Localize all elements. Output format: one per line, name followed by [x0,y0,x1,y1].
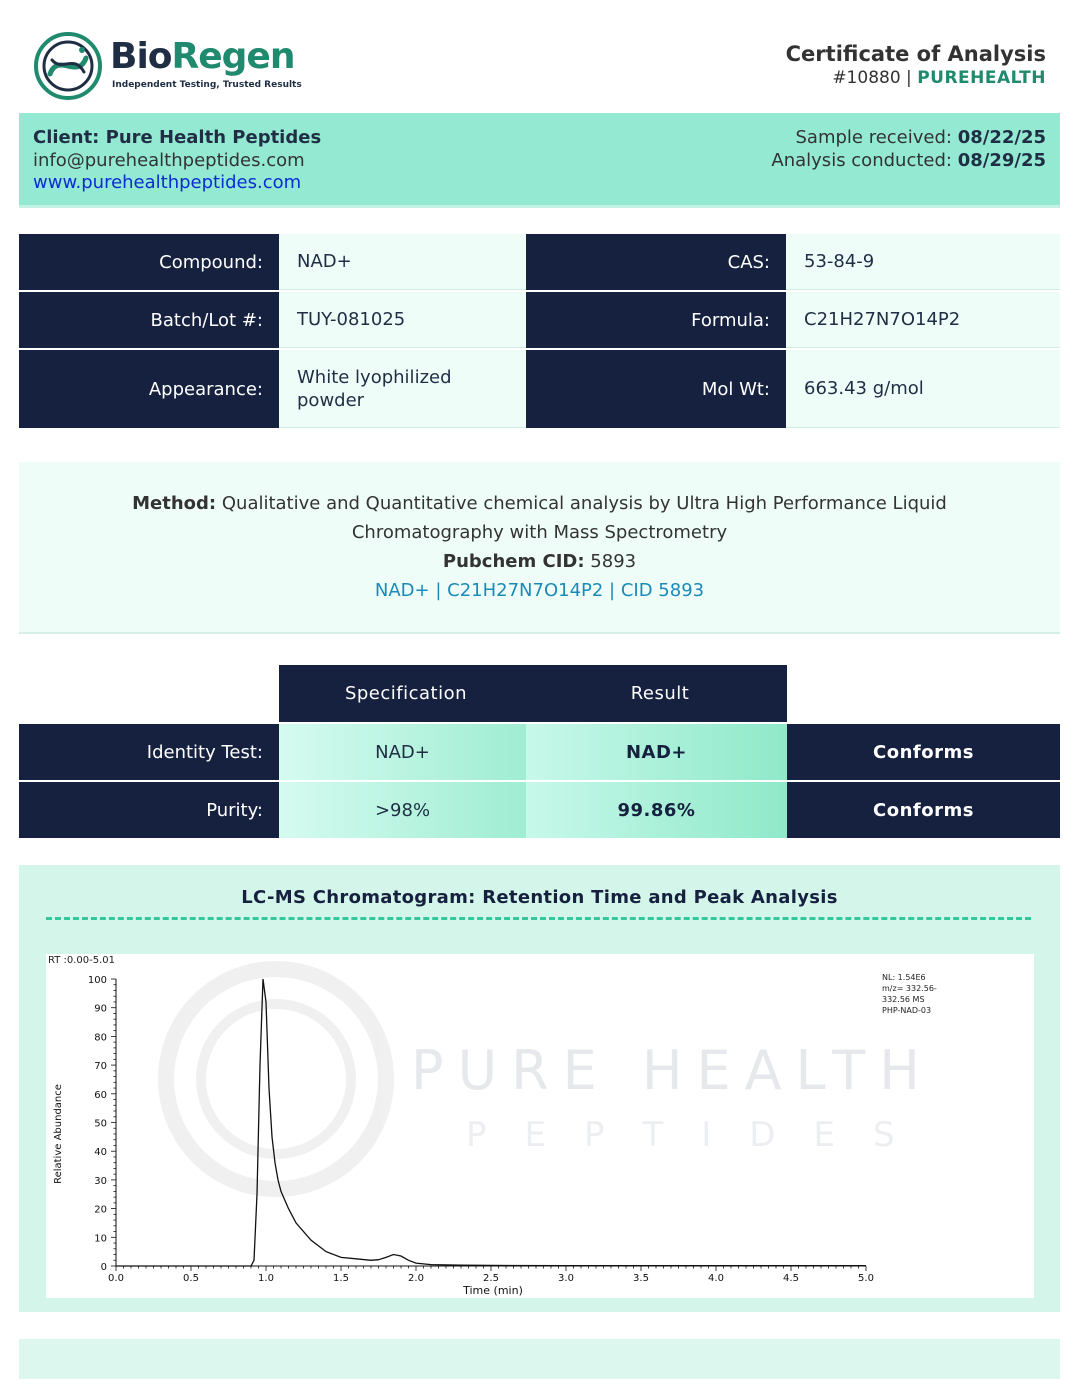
x-tick-label: 4.0 [708,1273,724,1284]
test-label: Identity Test: [19,724,279,780]
y-tick-label: 50 [94,1118,107,1130]
y-tick-label: 100 [87,975,107,986]
spec-value: NAD+ [279,724,526,780]
info-row [19,350,1060,430]
formula-value: C21H27N7O14P2 [786,292,1060,348]
client-name: Client: Pure Health Peptides [33,127,322,148]
cas-label: CAS: [526,234,786,290]
certificate-title: Certificate of Analysis [785,42,1046,66]
instrument-info-line: 332.56 MS [882,995,925,1004]
batch-value: TUY-081025 [279,292,526,348]
molwt-label: Mol Wt: [526,350,786,428]
client-email[interactable]: info@purehealthpeptides.com [33,150,305,171]
instrument-info-line: PHP-NAD-03 [882,1006,932,1015]
table-row [19,722,1060,780]
y-tick-label: 80 [94,1032,107,1044]
client-band [19,113,1060,208]
method-section [19,462,1060,634]
chromatogram-title: LC-MS Chromatogram: Retention Time and Peak Analysis [241,887,838,908]
info-row [19,234,1060,292]
chromatogram-section [19,865,1060,1312]
instrument-info-line: NL: 1.54E6 [882,973,926,982]
x-tick-label: 2.5 [483,1273,499,1284]
y-tick-label: 30 [94,1175,107,1187]
brand-tagline: Independent Testing, Trusted Results [112,80,302,90]
specification-header: Specification [344,683,468,704]
x-tick-label: 3.0 [558,1273,574,1284]
compound-label: Compound: [19,234,279,290]
result-header: Result [630,683,690,704]
table-row [19,780,1060,838]
method-line-2: Chromatography with Mass Spectrometry [351,522,728,543]
result-value: 99.86% [526,782,787,838]
y-tick-label: 70 [94,1061,107,1073]
y-tick-label: 60 [94,1089,107,1101]
molwt-value: 663.43 g/mol [786,350,1060,428]
instrument-info [882,973,937,1015]
y-tick-label: 40 [94,1147,107,1159]
watermark-logo-icon [166,969,386,1189]
method-line-1: Method: Qualitative and Quantitative chemical analysis by Ultra High Performance Liquid [132,493,947,514]
spec-value: >98% [279,782,526,838]
y-tick-label: 10 [94,1233,107,1245]
results-table [19,722,1060,838]
rt-range-label: RT :0.00-5.01 [48,955,116,966]
watermark-subtext: PEPTIDES [466,1115,933,1155]
compound-value: NAD+ [279,234,526,290]
info-row [19,292,1060,350]
analysis-conducted: Analysis conducted: 08/29/25 [771,150,1046,171]
y-tick-label: 90 [94,1003,107,1015]
y-tick-label: 0 [100,1262,107,1273]
pubchem-cid: Pubchem CID: 5893 [442,551,637,572]
x-tick-label: 3.5 [633,1273,649,1284]
certificate-number: #10880 | PUREHEALTH [832,68,1046,88]
y-axis-label: Relative Abundance [53,1084,64,1184]
client-website-link[interactable]: www.purehealthpeptides.com [33,172,302,193]
cas-value: 53-84-9 [786,234,1060,290]
footer-band [19,1339,1060,1379]
x-tick-label: 1.5 [333,1273,349,1284]
test-label: Purity: [19,782,279,838]
sample-received: Sample received: 08/22/25 [795,127,1046,148]
x-tick-label: 0.5 [183,1273,199,1284]
chromatogram-chart [46,954,1034,1298]
instrument-info-line: m/z= 332.56- [882,984,937,993]
x-tick-label: 5.0 [858,1273,874,1284]
dashed-divider [46,917,1031,920]
y-tick-label: 20 [94,1204,107,1216]
compound-summary-link[interactable]: NAD+ | C21H27N7O14P2 | CID 5893 [374,580,705,601]
bioregen-logo-icon [32,32,104,100]
formula-label: Formula: [526,292,786,348]
x-tick-label: 4.5 [783,1273,799,1284]
x-axis-label: Time (min) [463,1284,523,1297]
chromatogram-plot [46,954,1034,1298]
x-tick-label: 0.0 [108,1273,124,1284]
header [0,0,1080,112]
status-badge: Conforms [787,724,1060,780]
x-tick-label: 2.0 [408,1273,424,1284]
batch-label: Batch/Lot #: [19,292,279,348]
brand-name: BioRegen [110,36,295,77]
results-header [279,665,787,722]
appearance-label: Appearance: [19,350,279,428]
status-badge: Conforms [787,782,1060,838]
appearance-value: White lyophilized powder [279,350,526,428]
watermark-text: PURE HEALTH [411,1039,934,1102]
compound-info-table [19,234,1060,430]
x-tick-label: 1.0 [258,1273,274,1284]
result-value: NAD+ [526,724,787,780]
